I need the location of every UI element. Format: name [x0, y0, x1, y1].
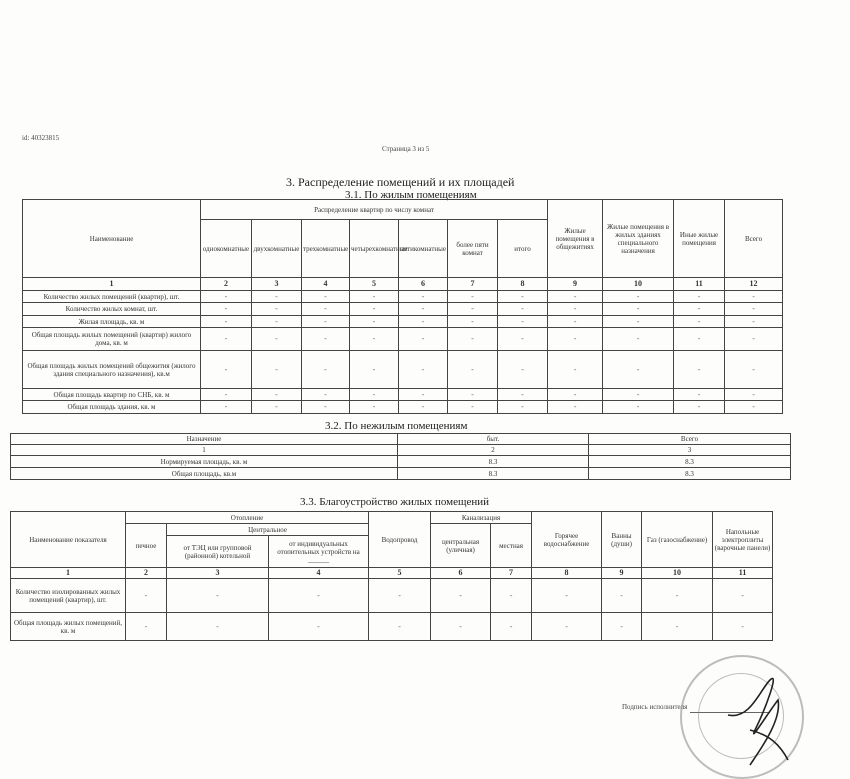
cell-value: - — [498, 328, 548, 351]
cell-value: - — [252, 328, 302, 351]
cell-value: - — [498, 316, 548, 328]
cell-value: - — [548, 303, 603, 316]
cell-value: - — [548, 316, 603, 328]
cell-value: - — [602, 579, 642, 613]
cell-value: - — [642, 613, 713, 641]
column-number: 8 — [498, 278, 548, 291]
column-number: 3 — [589, 445, 791, 456]
cell-value: - — [548, 389, 603, 401]
cell-value: - — [126, 613, 167, 641]
cell-value: - — [399, 328, 448, 351]
column-number: 6 — [431, 568, 491, 579]
cell-value: - — [350, 389, 399, 401]
cell-value: - — [302, 351, 350, 389]
header-rooms-col: пятикомнатные — [399, 220, 448, 278]
cell-value: - — [369, 613, 431, 641]
cell-value: - — [725, 303, 783, 316]
column-number: 2 — [201, 278, 252, 291]
column-number: 8 — [532, 568, 602, 579]
cell-value: - — [126, 579, 167, 613]
cell-value: - — [603, 401, 674, 414]
cell-value: - — [350, 303, 399, 316]
header-other: Иные жилые помещения — [674, 200, 725, 278]
cell-value: - — [399, 389, 448, 401]
cell-value: - — [167, 613, 269, 641]
cell-value: - — [399, 291, 448, 303]
row-label: Общая площадь квартир по СНБ, кв. м — [23, 389, 201, 401]
cell-value: - — [532, 579, 602, 613]
cell-value: - — [201, 291, 252, 303]
cell-value: - — [302, 291, 350, 303]
header-rooms-col: двухкомнатные — [252, 220, 302, 278]
header-rooms-col: более пяти комнат — [448, 220, 498, 278]
column-number: 7 — [491, 568, 532, 579]
row-label: Общая площадь здания, кв. м — [23, 401, 201, 414]
column-number: 11 — [674, 278, 725, 291]
cell-value: - — [498, 401, 548, 414]
column-number: 9 — [548, 278, 603, 291]
header-electric: Напольные электроплиты (варочные панели) — [713, 512, 773, 568]
column-number: 2 — [398, 445, 589, 456]
cell-value: - — [603, 351, 674, 389]
table-row — [23, 389, 783, 401]
column-number: 9 — [602, 568, 642, 579]
column-number: 5 — [350, 278, 399, 291]
column-number: 4 — [302, 278, 350, 291]
cell-value: - — [725, 389, 783, 401]
header-rooms-col: итого — [498, 220, 548, 278]
column-number: 10 — [603, 278, 674, 291]
table-row — [23, 401, 783, 414]
row-label: Нормируемая площадь, кв. м — [11, 456, 398, 468]
table-row — [11, 468, 791, 480]
cell-value: - — [603, 291, 674, 303]
cell-value: - — [603, 303, 674, 316]
cell-value: - — [302, 328, 350, 351]
row-label: Количество жилых комнат, шт. — [23, 303, 201, 316]
header-sewer: Канализация — [431, 512, 532, 524]
section-title: 3. Распределение помещений и их площадей — [286, 175, 515, 189]
column-number: 11 — [713, 568, 773, 579]
cell-value: 8.3 — [398, 456, 589, 468]
table-row — [23, 316, 783, 328]
cell-value: - — [448, 291, 498, 303]
header-heating: Отопление — [126, 512, 369, 524]
cell-value: - — [674, 389, 725, 401]
table-row — [11, 613, 773, 641]
cell-value: - — [269, 613, 369, 641]
header-rooms-col: четырехкомнатные — [350, 220, 399, 278]
cell-value: - — [498, 389, 548, 401]
document-id: id: 40323815 — [22, 134, 60, 142]
cell-value: 8.3 — [398, 468, 589, 480]
cell-value: - — [725, 316, 783, 328]
cell-value: - — [252, 351, 302, 389]
table-row — [23, 303, 783, 316]
cell-value: - — [302, 303, 350, 316]
header-indicator: Наименование показателя — [11, 512, 126, 568]
cell-value: - — [548, 328, 603, 351]
cell-value: - — [252, 316, 302, 328]
header-central-tec: от ТЭЦ или групповой (районной) котельной — [167, 536, 269, 568]
cell-value: - — [674, 328, 725, 351]
table-amenities — [10, 511, 773, 641]
header-central: Центральное — [167, 524, 369, 536]
cell-value: - — [399, 351, 448, 389]
header-name: Наименование — [23, 200, 201, 278]
cell-value: - — [350, 351, 399, 389]
table-row — [23, 351, 783, 389]
cell-value: - — [498, 303, 548, 316]
cell-value: - — [498, 291, 548, 303]
header-dorm: Жилые помещения в общежитиях — [548, 200, 603, 278]
header-stove: печное — [126, 524, 167, 568]
cell-value: - — [448, 316, 498, 328]
table-3-3-title: 3.3. Благоустройство жилых помещений — [300, 496, 490, 508]
table-nonresidential — [10, 433, 791, 480]
table-row — [23, 291, 783, 303]
table-3-1-title: 3.1. По жилым помещениям — [345, 189, 477, 201]
cell-value: - — [350, 328, 399, 351]
cell-value: - — [201, 401, 252, 414]
cell-value: - — [431, 579, 491, 613]
cell-value: - — [431, 613, 491, 641]
cell-value: - — [399, 303, 448, 316]
header-total: Всего — [725, 200, 783, 278]
handwritten-signature — [720, 670, 790, 770]
cell-value: - — [603, 389, 674, 401]
header-rooms-col: однокомнатные — [201, 220, 252, 278]
column-number: 2 — [126, 568, 167, 579]
column-number: 7 — [448, 278, 498, 291]
cell-value: - — [350, 401, 399, 414]
header-central-individual: от индивидуальных отопительных устройств на ______ — [269, 536, 369, 568]
header-rooms-col: трехкомнатные — [302, 220, 350, 278]
cell-value: - — [548, 351, 603, 389]
cell-value: - — [674, 316, 725, 328]
cell-value: 8.3 — [589, 468, 791, 480]
column-header: Всего — [589, 434, 791, 445]
table-residential — [22, 199, 783, 414]
cell-value: - — [201, 303, 252, 316]
cell-value: - — [167, 579, 269, 613]
cell-value: - — [201, 328, 252, 351]
cell-value: - — [302, 316, 350, 328]
cell-value: - — [532, 613, 602, 641]
column-number: 1 — [11, 568, 126, 579]
signature-label: Подпись исполнителя — [622, 703, 688, 711]
row-label: Жилая площадь, кв. м — [23, 316, 201, 328]
cell-value: - — [201, 316, 252, 328]
cell-value: - — [548, 401, 603, 414]
cell-value: - — [725, 351, 783, 389]
cell-value: - — [713, 579, 773, 613]
cell-value: - — [302, 389, 350, 401]
table-row — [11, 579, 773, 613]
cell-value: - — [548, 291, 603, 303]
header-baths: Ванны (души) — [602, 512, 642, 568]
cell-value: - — [491, 613, 532, 641]
column-header: быт. — [398, 434, 589, 445]
column-header: Назначение — [11, 434, 398, 445]
header-rooms-group: Распределение квартир по числу комнат — [201, 200, 548, 220]
row-label: Общая площадь жилых помещений (квартир) жилого дома, кв. м — [23, 328, 201, 351]
cell-value: - — [252, 291, 302, 303]
cell-value: - — [448, 389, 498, 401]
cell-value: - — [448, 328, 498, 351]
row-label: Количество жилых помещений (квартир), шт. — [23, 291, 201, 303]
cell-value: - — [201, 351, 252, 389]
cell-value: - — [674, 401, 725, 414]
cell-value: - — [369, 579, 431, 613]
cell-value: - — [498, 351, 548, 389]
cell-value: - — [448, 351, 498, 389]
table-row — [11, 456, 791, 468]
cell-value: - — [602, 613, 642, 641]
row-label: Общая площадь, кв.м — [11, 468, 398, 480]
cell-value: - — [269, 579, 369, 613]
cell-value: - — [350, 291, 399, 303]
cell-value: - — [491, 579, 532, 613]
column-number: 1 — [23, 278, 201, 291]
header-hot-water: Горячее водоснабжение — [532, 512, 602, 568]
cell-value: - — [674, 351, 725, 389]
header-sewer-central: центральная (уличная) — [431, 524, 491, 568]
column-number: 6 — [399, 278, 448, 291]
cell-value: - — [201, 389, 252, 401]
column-number: 3 — [167, 568, 269, 579]
column-number: 12 — [725, 278, 783, 291]
column-number: 10 — [642, 568, 713, 579]
cell-value: - — [674, 303, 725, 316]
cell-value: - — [603, 316, 674, 328]
cell-value: 8.3 — [589, 456, 791, 468]
cell-value: - — [603, 328, 674, 351]
cell-value: - — [399, 401, 448, 414]
cell-value: - — [399, 316, 448, 328]
cell-value: - — [252, 303, 302, 316]
column-number: 3 — [252, 278, 302, 291]
header-gas: Газ (газоснабжение) — [642, 512, 713, 568]
cell-value: - — [252, 401, 302, 414]
cell-value: - — [448, 401, 498, 414]
cell-value: - — [725, 401, 783, 414]
cell-value: - — [350, 316, 399, 328]
cell-value: - — [725, 291, 783, 303]
column-number: 5 — [369, 568, 431, 579]
page-number: Страница 3 из 5 — [382, 145, 430, 153]
cell-value: - — [252, 389, 302, 401]
column-number: 4 — [269, 568, 369, 579]
cell-value: - — [448, 303, 498, 316]
table-3-2-title: 3.2. По нежилым помещениям — [325, 420, 468, 432]
cell-value: - — [642, 579, 713, 613]
header-special: Жилые помещения в жилых зданиях специального назначения — [603, 200, 674, 278]
header-water: Водопровод — [369, 512, 431, 568]
header-sewer-local: местная — [491, 524, 532, 568]
cell-value: - — [725, 328, 783, 351]
table-row — [23, 328, 783, 351]
row-label: Общая площадь жилых помещений общежития (жилого здания специального назначения), кв.м — [23, 351, 201, 389]
row-label: Количество изолированных жилых помещений (квартир), шт. — [11, 579, 126, 613]
cell-value: - — [302, 401, 350, 414]
row-label: Общая площадь жилых помещений, кв. м — [11, 613, 126, 641]
cell-value: - — [674, 291, 725, 303]
cell-value: - — [713, 613, 773, 641]
column-number: 1 — [11, 445, 398, 456]
